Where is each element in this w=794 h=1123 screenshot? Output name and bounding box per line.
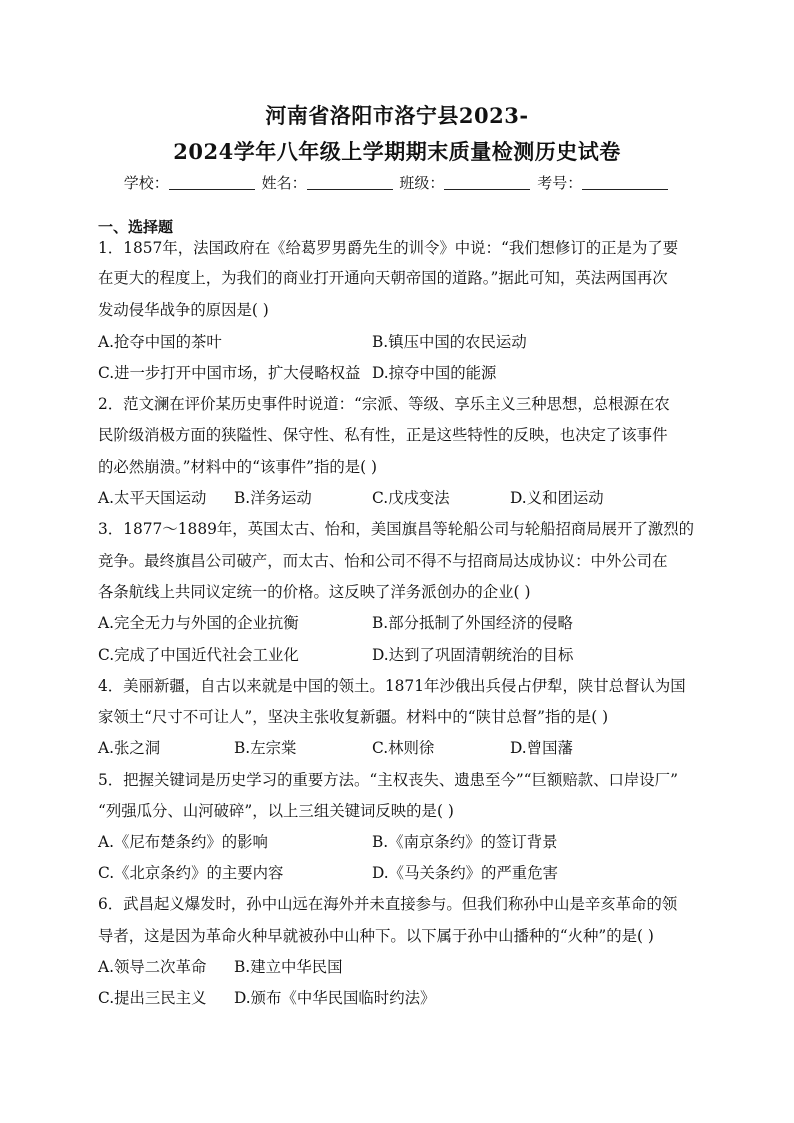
question-5-option-d[interactable]: D.《马关条约》的严重危害 [372, 864, 558, 882]
question-6-option-c[interactable]: C.提出三民主义 [98, 989, 207, 1007]
number-blank[interactable] [582, 175, 668, 190]
question-6-line-1: 6．武昌起义爆发时，孙中山远在海外并未直接参与。但我们称孙中山是辛亥革命的领 [98, 895, 678, 913]
question-2-option-c[interactable]: C.戊戌变法 [372, 489, 450, 507]
question-1-line-1: 1．1857年，法国政府在《给葛罗男爵先生的训令》中说：“我们想修订的正是为了要 [98, 239, 679, 257]
question-2-option-a[interactable]: A.太平天国运动 [98, 489, 207, 507]
exam-title-line1: 河南省洛阳市洛宁县2023- [265, 103, 529, 128]
question-2-line-1: 2．范文澜在评价某历史事件时说道：“宗派、等级、享乐主义三种思想，总根源在农 [98, 395, 670, 413]
question-4-option-d[interactable]: D.曾国藩 [510, 739, 573, 757]
number-field [537, 172, 670, 193]
question-4-line-2: 家领土“尺寸不可让人”，坚决主张收复新疆。材料中的“陕甘总督”指的是( ) [98, 708, 609, 726]
question-5-line-1: 5．把握关键词是历史学习的重要方法。“主权丧失、遗患至今”“巨额赔款、口岸设厂” [98, 771, 678, 789]
question-3-line-3: 各条航线上共同议定统一的价格。这反映了洋务派创办的企业( ) [98, 583, 531, 601]
question-4-option-a[interactable]: A.张之洞 [98, 739, 161, 757]
exam-title-line2: 2024学年八年级上学期期末质量检测历史试卷 [173, 139, 621, 164]
question-2-option-d[interactable]: D.义和团运动 [510, 489, 604, 507]
class-label: 班级： [399, 174, 445, 192]
class-field [399, 172, 532, 193]
question-2-line-3: 的必然崩溃。”材料中的“该事件”指的是( ) [98, 458, 378, 476]
question-2-option-b[interactable]: B.洋务运动 [234, 489, 312, 507]
question-4-option-b[interactable]: B.左宗棠 [234, 739, 297, 757]
number-label: 考号： [537, 174, 583, 192]
school-label: 学校： [123, 174, 169, 192]
question-4-line-1: 4．美丽新疆，自古以来就是中国的领土。1871年沙俄出兵侵占伊犁，陕甘总督认为国 [98, 677, 686, 695]
name-blank[interactable] [307, 175, 393, 190]
question-1-line-3: 发动侵华战争的原因是( ) [98, 301, 269, 319]
question-3-option-a[interactable]: A.完全无力与外国的企业抗衡 [98, 614, 299, 632]
question-1-option-b[interactable]: B.镇压中国的农民运动 [372, 333, 527, 351]
question-3-line-2: 竞争。最终旗昌公司破产，而太古、怡和公司不得不与招商局达成协议：中外公司在 [98, 552, 668, 570]
question-4-option-c[interactable]: C.林则徐 [372, 739, 435, 757]
question-2-line-2: 民阶级消极方面的狭隘性、保守性、私有性，正是这些特性的反映，也决定了该事件 [98, 426, 668, 444]
question-3-option-c[interactable]: C.完成了中国近代社会工业化 [98, 646, 299, 664]
question-5-option-b[interactable]: B.《南京条约》的签订背景 [372, 833, 558, 851]
question-6-line-2: 导者，这是因为革命火种早就被孙中山种下。以下属于孙中山播种的“火种”的是( ) [98, 927, 654, 945]
question-6-option-d[interactable]: D.颁布《中华民国临时约法》 [234, 989, 436, 1007]
question-6-option-a[interactable]: A.领导二次革命 [98, 958, 207, 976]
student-info-row [0, 172, 794, 193]
school-field [124, 172, 257, 193]
name-label: 姓名： [261, 174, 307, 192]
question-1-option-a[interactable]: A.抢夺中国的茶叶 [98, 333, 222, 351]
question-5-option-a[interactable]: A.《尼布楚条约》的影响 [98, 833, 268, 851]
question-1-option-c[interactable]: C.进一步打开中国市场，扩大侵略权益 [98, 364, 361, 382]
class-blank[interactable] [444, 175, 530, 190]
name-field [262, 172, 395, 193]
question-6-option-b[interactable]: B.建立中华民国 [234, 958, 343, 976]
question-5-option-c[interactable]: C.《北京条约》的主要内容 [98, 864, 284, 882]
question-1-option-d[interactable]: D.掠夺中国的能源 [372, 364, 497, 382]
question-3-line-1: 3．1877～1889年，英国太古、怡和，美国旗昌等轮船公司与轮船招商局展开了激烈的 [98, 520, 695, 538]
section-heading: 一、选择题 [98, 218, 174, 236]
question-1-line-2: 在更大的程度上，为我们的商业打开通向天朝帝国的道路。”据此可知，英法两国再次 [98, 269, 668, 287]
question-3-option-d[interactable]: D.达到了巩固清朝统治的目标 [372, 646, 574, 664]
school-blank[interactable] [169, 175, 255, 190]
question-3-option-b[interactable]: B.部分抵制了外国经济的侵略 [372, 614, 573, 632]
question-5-line-2: “列强瓜分、山河破碎”，以上三组关键词反映的是( ) [98, 802, 454, 820]
